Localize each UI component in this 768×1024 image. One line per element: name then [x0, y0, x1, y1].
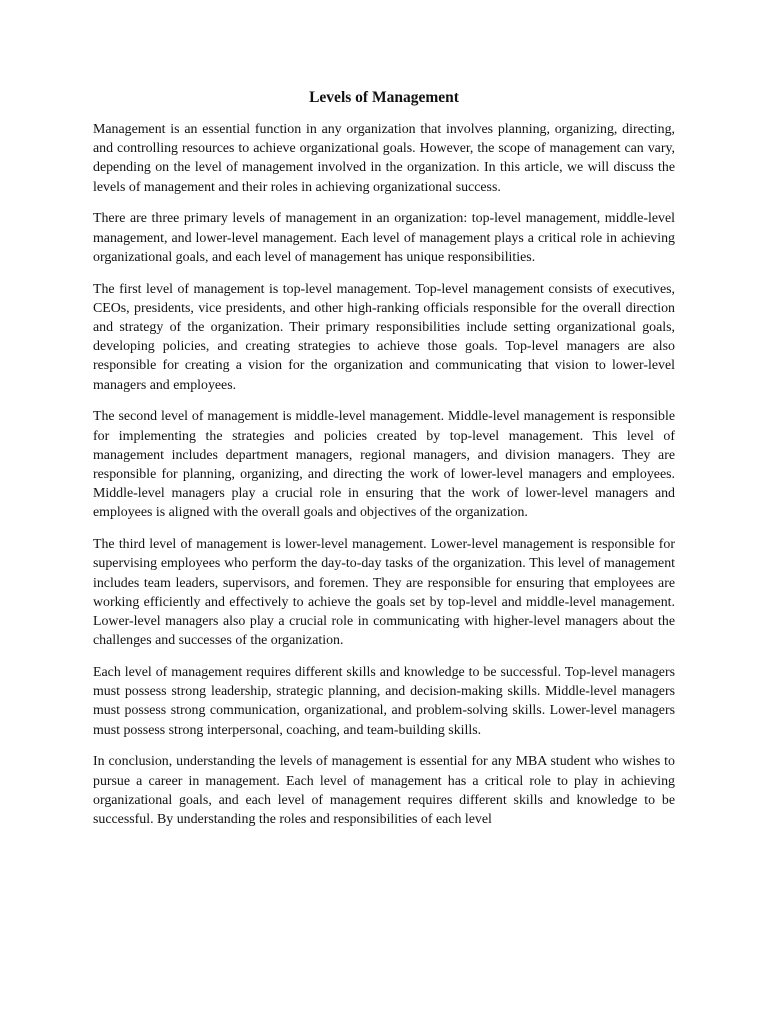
document-title: Levels of Management	[309, 89, 459, 106]
paragraph-lower-level: The third level of management is lower-level management. Lower-level management is responsible for supervising employees who perform the day-to-day tasks of the organization. This level of management includes team leaders, supervisors, and foremen. They are responsible for ensuring that employees are working efficiently and effectively to achieve the goals set by top-level and middle-level management. Lower-level managers also play a crucial role in communicating with higher-level managers about the challenges and successes of the organization.	[93, 537, 675, 649]
paragraph-middle-level: The second level of management is middle-level management. Middle-level management is responsible for implementing the strategies and policies created by top-level management. This level of management includes department managers, regional managers, and division managers. They are responsible for planning, organizing, and directing the work of lower-level managers and employees. Middle-level managers play a crucial role in ensuring that the work of lower-level managers and employees is aligned with the overall goals and objectives of the organization.	[93, 409, 675, 521]
document-body	[93, 88, 675, 842]
paragraph-introduction: Management is an essential function in any organization that involves planning, organizing, directing, and controlling resources to achieve organizational goals. However, the scope of management can vary, depending on the level of management involved in the organization. In this article, we will discuss the levels of management and their roles in achieving organizational success.	[93, 122, 675, 195]
paragraph-conclusion: In conclusion, understanding the levels of management is essential for any MBA student who wishes to pursue a career in management. Each level of management has a critical role to play in achieving organizational goals, and each level of management requires different skills and knowledge to be successful. By understanding the roles and responsibilities of each level	[93, 754, 675, 828]
paragraph-skills: Each level of management requires different skills and knowledge to be successful. Top-level managers must possess strong leadership, strategic planning, and decision-making skills. Middle-level managers must possess strong communication, organizational, and problem-solving skills. Lower-level managers must possess strong interpersonal, coaching, and team-building skills.	[93, 665, 675, 738]
paragraph-top-level: The first level of management is top-level management. Top-level management consists of executives, CEOs, presidents, vice presidents, and other high-ranking officials responsible for the overall direction and strategy of the organization. Their primary responsibilities include setting organizational goals, developing policies, and creating strategies to achieve those goals. Top-level managers are also responsible for creating a vision for the organization and communicating that vision to lower-level managers and employees.	[93, 281, 675, 393]
paragraph-three-levels: There are three primary levels of management in an organization: top-level management, middle-level management, and lower-level management. Each level of management plays a critical role in achieving organizational goals, and each level of management has unique responsibilities.	[93, 211, 675, 265]
